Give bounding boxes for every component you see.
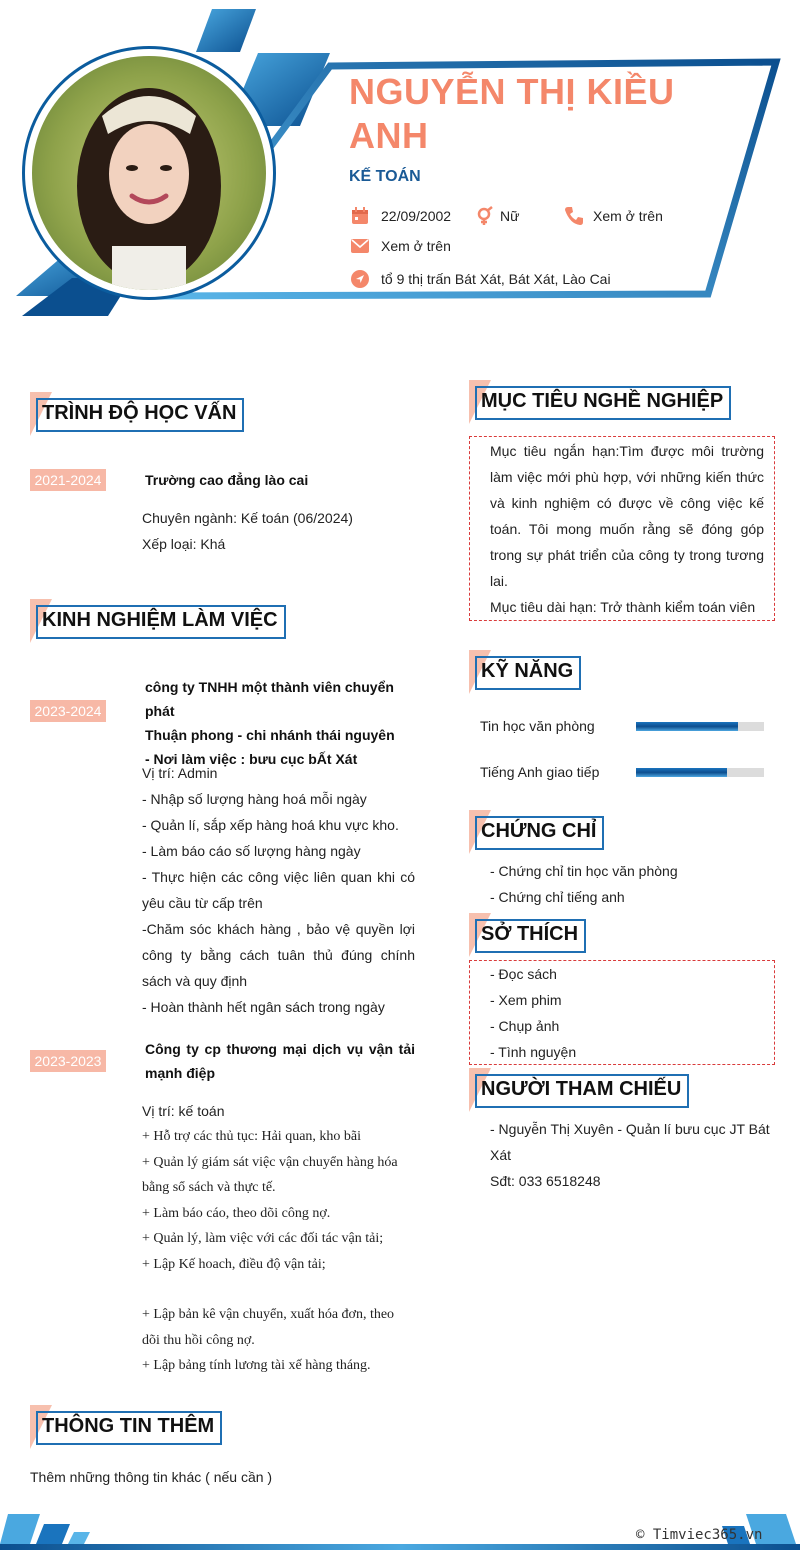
experience-2-company: Công ty cp thương mại dịch vụ vận tải mạnh điệp — [145, 1041, 415, 1081]
skill-2-bar — [636, 768, 764, 777]
calendar-icon — [349, 205, 371, 227]
experience-1-years: 2023-2024 — [30, 700, 106, 722]
extra-text: Thêm những thông tin khác ( nếu cần ) — [30, 1469, 273, 1485]
address-row — [349, 268, 611, 290]
experience-2-details: + Hỗ trợ các thủ tục: Hải quan, kho bãi + Quản lý giám sát việc vận chuyển hàng hóa bằng sổ sách và thực tế. + Làm báo cáo, theo dõi công nợ. + Quản lý, làm việc với các đối tác vận tải; + Lập Kế hoach, điều độ vận tải; + Lập bản kê vận chuyển, xuất hóa đơn, theo dõi thu hồi công nợ. + Lập bảng tính lương tài xế hàng tháng. — [142, 1129, 398, 1373]
certificate-item: - Chứng chỉ tin học văn phòng — [490, 863, 678, 879]
address-value: tổ 9 thị trấn Bát Xát, Bát Xát, Lào Cai — [381, 271, 611, 287]
phone-value: Xem ở trên — [593, 208, 663, 224]
experience-2-position: Vị trí: kế toán — [142, 1103, 225, 1119]
experience-1-company: công ty TNHH một thành viên chuyển phát Thuận phong - chi nhánh thái nguyên - Nơi làm việc : bưu cục bẤt Xát — [145, 679, 395, 767]
hobby-item: - Đọc sách — [490, 966, 557, 982]
location-icon — [349, 268, 371, 290]
skill-2-label: Tiếng Anh giao tiếp — [480, 764, 600, 780]
gender-row — [474, 205, 519, 227]
objective-text: Mục tiêu ngắn hạn:Tìm được môi trường làm việc mới phù hợp, với những kiến thức và kinh nghiệm có được về công việc kế toán. Tôi mong muốn rằng sẽ đóng góp trong sự phát triển của công ty trong tương lai. Mục tiêu dài hạn: Trở thành kiểm toán viên — [490, 443, 764, 615]
birthday-row — [349, 205, 451, 227]
email-row — [349, 235, 451, 257]
hobby-item: - Xem phim — [490, 992, 562, 1008]
experience-2-years: 2023-2023 — [30, 1050, 106, 1072]
gender-value: Nữ — [500, 208, 520, 224]
experience-1-details: Vị trí: Admin - Nhập số lượng hàng hoá mỗi ngày - Quản lí, sắp xếp hàng hoá khu vực kho. - Làm báo cáo số lượng hàng ngày - Thực hiện các công việc liên quan khi có yêu cầu từ cấp trên -Chăm sóc khách hàng , bảo vệ quyền lợi công ty bằng cách tuân thủ đúng chính sách và quy định - Hoàn thành hết ngân sách trong ngày — [142, 765, 415, 1015]
certificate-item: - Chứng chỉ tiếng anh — [490, 889, 625, 905]
phone-icon — [563, 205, 585, 227]
job-title: KẾ TOÁN — [349, 168, 421, 185]
skill-1-label: Tin học văn phòng — [480, 718, 595, 734]
certificates-list — [490, 858, 678, 910]
candidate-name: NGUYỄN THỊ KIỀU ANH — [349, 71, 675, 156]
education-major: Chuyên ngành: Kế toán (06/2024) — [142, 510, 353, 526]
hobbies-list — [490, 961, 576, 1065]
hobby-item: - Chụp ảnh — [490, 1018, 560, 1034]
gender-icon — [474, 205, 496, 227]
education-grade: Xếp loại: Khá — [142, 536, 226, 552]
mail-icon — [349, 235, 371, 257]
education-years: 2021-2024 — [30, 469, 106, 491]
phone-row — [563, 205, 663, 227]
references-text: - Nguyễn Thị Xuyên - Quản lí bưu cục JT Bát Xát Sđt: 033 6518248 — [490, 1121, 770, 1189]
email-value: Xem ở trên — [381, 238, 451, 254]
education-school: Trường cao đẳng lào cai — [145, 472, 309, 488]
skill-1-bar — [636, 722, 764, 731]
birthday-value: 22/09/2002 — [381, 208, 452, 224]
avatar — [32, 56, 266, 290]
hobby-item: - Tình nguyện — [490, 1044, 577, 1060]
watermark: © Timviec365.vn — [636, 1527, 763, 1543]
